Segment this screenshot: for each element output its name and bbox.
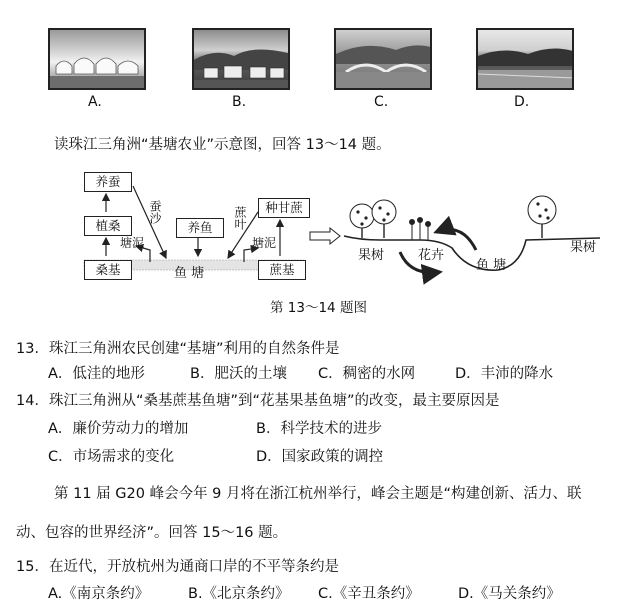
label-yutang-left: 鱼 塘 (174, 266, 205, 281)
q13-option-c: C．稠密的水网 (318, 366, 416, 382)
intro-15-16-line2: 动、包容的世界经济”。回答 15～16 题。 (16, 525, 288, 541)
box-zheji: 蔗基 (258, 260, 306, 280)
q13-stem: 13．珠江三角洲农民创建“基塘”利用的自然条件是 (16, 341, 340, 357)
label-guoshu-right: 果树 (570, 240, 597, 255)
q14-option-a: A．廉价劳动力的增加 (48, 421, 189, 437)
q14-stem: 14．珠江三角洲从“桑基蔗基鱼塘”到“花基果基鱼塘”的改变，最主要原因是 (16, 393, 500, 409)
q14-option-d: D．国家政策的调控 (256, 449, 384, 465)
photo-label-c: C. (374, 94, 389, 110)
diagram-lines (0, 0, 633, 300)
q13-option-b: B．肥沃的土壤 (190, 366, 287, 382)
q15-option-d: D.《马关条约》 (458, 586, 561, 602)
box-zhisang: 植桑 (84, 216, 132, 236)
diagram-caption: 第 13～14 题图 (270, 300, 367, 316)
label-cansha: 蚕沙 (148, 200, 162, 224)
q15-option-c: C.《辛丑条约》 (318, 586, 420, 602)
label-zheye: 蔗叶 (233, 206, 247, 230)
box-yangcan: 养蚕 (84, 172, 132, 192)
q15-option-a: A.《南京条约》 (48, 586, 150, 602)
box-sangji: 桑基 (84, 260, 132, 280)
photo-label-a: A. (88, 94, 102, 110)
label-tangni-right: 塘泥 (252, 236, 277, 250)
label-huahui: 花卉 (418, 248, 445, 263)
q14-option-c: C．市场需求的变化 (48, 449, 175, 465)
photo-label-b: B. (232, 94, 247, 110)
q15-option-b: B.《北京条约》 (188, 586, 290, 602)
label-guoshu-left: 果树 (358, 248, 385, 263)
intro-15-16-line1: 第 11 届 G20 峰会今年 9 月将在浙江杭州举行，峰会主题是“构建创新、活力、联 (54, 486, 582, 502)
photo-label-d: D. (514, 94, 530, 110)
box-yangyu: 养鱼 (176, 218, 224, 238)
q13-option-d: D．丰沛的降水 (455, 366, 554, 382)
label-tangni-left: 塘泥 (120, 236, 145, 250)
box-zhongganzhe: 种甘蔗 (258, 198, 310, 218)
intro-13-14: 读珠江三角洲“基塘农业”示意图，回答 13～14 题。 (54, 137, 391, 153)
q15-stem: 15．在近代，开放杭州为通商口岸的不平等条约是 (16, 559, 339, 575)
q14-option-b: B．科学技术的进步 (256, 421, 382, 437)
q13-option-a: A．低洼的地形 (48, 366, 145, 382)
label-yutang-right: 鱼 塘 (476, 258, 507, 273)
